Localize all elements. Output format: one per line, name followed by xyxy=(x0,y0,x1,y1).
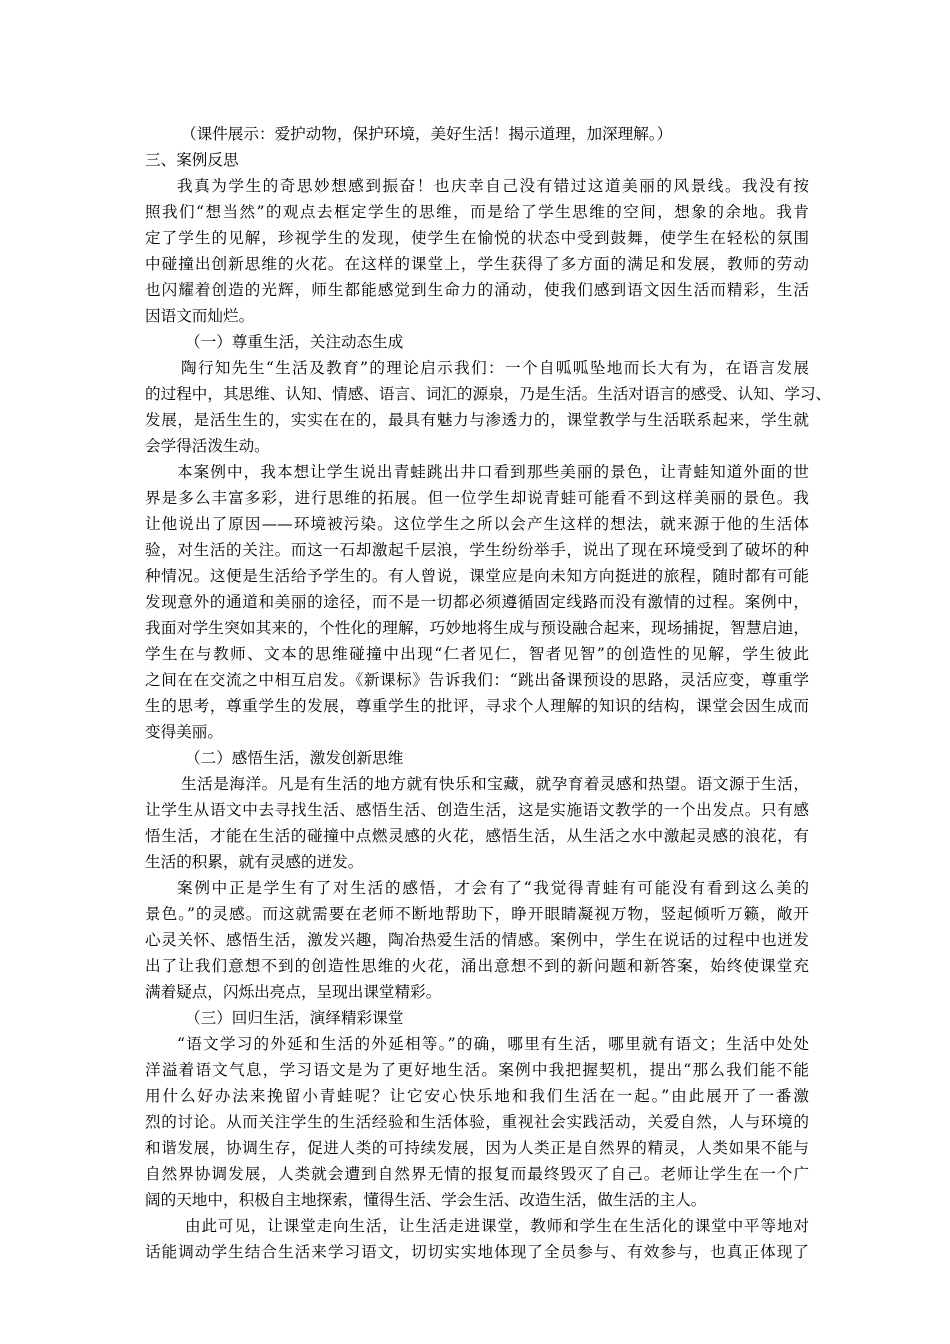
paragraph-line: 话能调动学生结合生活来学习语文，切切实实地体现了全员参与、有效参与，也真正体现了 xyxy=(145,1243,809,1261)
paragraph-line: 心灵关怀、感悟生活，激发兴趣，陶冶热爱生活的情感。案例中，学生在说话的过程中也迸发 xyxy=(145,931,809,949)
subsection-heading-3: （三）回归生活，演绎精彩课堂 xyxy=(185,1009,404,1027)
paragraph-line: “语文学习的外延和生活的外延相等。”的确，哪里有生活，哪里就有语文；生活中处处 xyxy=(177,1035,809,1053)
paragraph-line: 案例中正是学生有了对生活的感悟，才会有了“我觉得青蛙有可能没有看到这么美的 xyxy=(177,879,809,897)
paragraph-line: 也闪耀着创造的光辉，师生都能感觉到生命力的涌动，使我们感到语文因生活而精彩，生活 xyxy=(145,281,809,299)
paragraph-line: 因语文而灿烂。 xyxy=(145,307,255,325)
paragraph-line: 变得美丽。 xyxy=(145,723,223,741)
paragraph-line: 烈的讨论。从而关注学生的生活经验和生活体验，重视社会实践活动，关爱自然，人与环境的 xyxy=(145,1113,809,1131)
paragraph-line: 阔的天地中，积极自主地探索，懂得生活、学会生活、改造生活，做生活的主人。 xyxy=(145,1191,707,1209)
paragraph-line: 让学生从语文中去寻找生活、感悟生活、创造生活，这是实施语文教学的一个出发点。只有感 xyxy=(145,801,809,819)
subsection-heading-1: （一）尊重生活，关注动态生成 xyxy=(185,333,404,351)
paragraph-line: 生的思考，尊重学生的发展，尊重学生的批评，寻求个人理解的知识的结构，课堂会因生成而 xyxy=(145,697,809,715)
paragraph-line: 陶行知先生“生活及教育”的理论启示我们：一个自呱呱坠地而长大有为，在语言发展 xyxy=(181,359,809,377)
paragraph-line: 种情况。这便是生活给予学生的。有人曾说，课堂应是向未知方向挺进的旅程，随时都有可能 xyxy=(145,567,809,585)
paragraph-line: 自然界协调发展，人类就会遭到自然界无情的报复而最终毁灭了自己。老师让学生在一个广 xyxy=(145,1165,809,1183)
paragraph-line: 我面对学生突如其来的，个性化的理解，巧妙地将生成与预设融合起来，现场捕捉，智慧启迪， xyxy=(145,619,809,637)
courseware-note: （课件展示：爱护动物，保护环境，美好生活！揭示道理，加深理解。） xyxy=(181,125,673,143)
paragraph-line: 发展，是活生生的，实实在在的，最具有魅力与渗透力的，课堂教学与生活联系起来，学生就 xyxy=(145,411,809,429)
paragraph-line: 生活的积累，就有灵感的迸发。 xyxy=(145,853,364,871)
paragraph-line: 满着疑点，闪烁出亮点，呈现出课堂精彩。 xyxy=(145,983,442,1001)
paragraph-line: 洋溢着语文气息，学习语文是为了更好地生活。案例中我把握契机，提出“那么我们能不能 xyxy=(145,1061,809,1079)
paragraph-line: 中碰撞出创新思维的火花。在这样的课堂上，学生获得了多方面的满足和发展，教师的劳动 xyxy=(145,255,809,273)
subsection-heading-2: （二）感悟生活，激发创新思维 xyxy=(185,749,404,767)
paragraph-line: 和谐发展，协调生存，促进人类的可持续发展，因为人类正是自然界的精灵，人类如果不能与 xyxy=(145,1139,809,1157)
section-heading-case-reflection: 三、案例反思 xyxy=(145,151,239,169)
paragraph-line: 景色。”的灵感。而这就需要在老师不断地帮助下，睁开眼睛凝视万物，竖起倾听万籁，敞开 xyxy=(145,905,809,923)
paragraph-line: 悟生活，才能在生活的碰撞中点燃灵感的火花，感悟生活，从生活之水中激起灵感的浪花，有 xyxy=(145,827,809,845)
paragraph-line: 验，对生活的关注。而这一石却激起千层浪，学生纷纷举手，说出了现在环境受到了破坏的种 xyxy=(145,541,809,559)
paragraph-line: 用什么好办法来挽留小青蛙呢？让它安心快乐地和我们生活在一起。”由此展开了一番激 xyxy=(145,1087,809,1105)
paragraph-line: 本案例中，我本想让学生说出青蛙跳出井口看到那些美丽的景色，让青蛙知道外面的世 xyxy=(177,463,809,481)
paragraph-line: 的过程中，其思维、认知、情感、语言、词汇的源泉，乃是生活。生活对语言的感受、认知、学习、 xyxy=(145,385,832,403)
paragraph-line: 之间在在交流之中相互启发。《新课标》告诉我们：“跳出备课预设的思路，灵活应变，尊重学 xyxy=(145,671,809,689)
paragraph-line: 会学得活泼生动。 xyxy=(145,437,270,455)
paragraph-line: 照我们“想当然”的观点去框定学生的思维，而是给了学生思维的空间，想象的余地。我肯 xyxy=(145,203,809,221)
paragraph-line: 出了让我们意想不到的创造性思维的火花，涌出意想不到的新问题和新答案，始终使课堂充 xyxy=(145,957,809,975)
paragraph-line: 发现意外的通道和美丽的途径，而不是一切都必须遵循固定线路而没有激情的过程。案例中， xyxy=(145,593,809,611)
paragraph-line: 界是多么丰富多彩，进行思维的拓展。但一位学生却说青蛙可能看不到这样美丽的景色。我 xyxy=(145,489,809,507)
paragraph-line: 让他说出了原因——环境被污染。这位学生之所以会产生这样的想法，就来源于他的生活体 xyxy=(145,515,809,533)
paragraph-line: 生活是海洋。凡是有生活的地方就有快乐和宝藏，就孕育着灵感和热望。语文源于生活， xyxy=(181,775,809,793)
paragraph-line: 由此可见，让课堂走向生活，让生活走进课堂，教师和学生在生活化的课堂中平等地对 xyxy=(185,1217,809,1235)
paragraph-line: 学生在与教师、文本的思维碰撞中出现“仁者见仁，智者见智”的创造性的见解，学生彼此 xyxy=(145,645,809,663)
paragraph-line: 我真为学生的奇思妙想感到振奋！也庆幸自己没有错过这道美丽的风景线。我没有按 xyxy=(177,177,809,195)
paragraph-line: 定了学生的见解，珍视学生的发现，使学生在愉悦的状态中受到鼓舞，使学生在轻松的氛围 xyxy=(145,229,809,247)
